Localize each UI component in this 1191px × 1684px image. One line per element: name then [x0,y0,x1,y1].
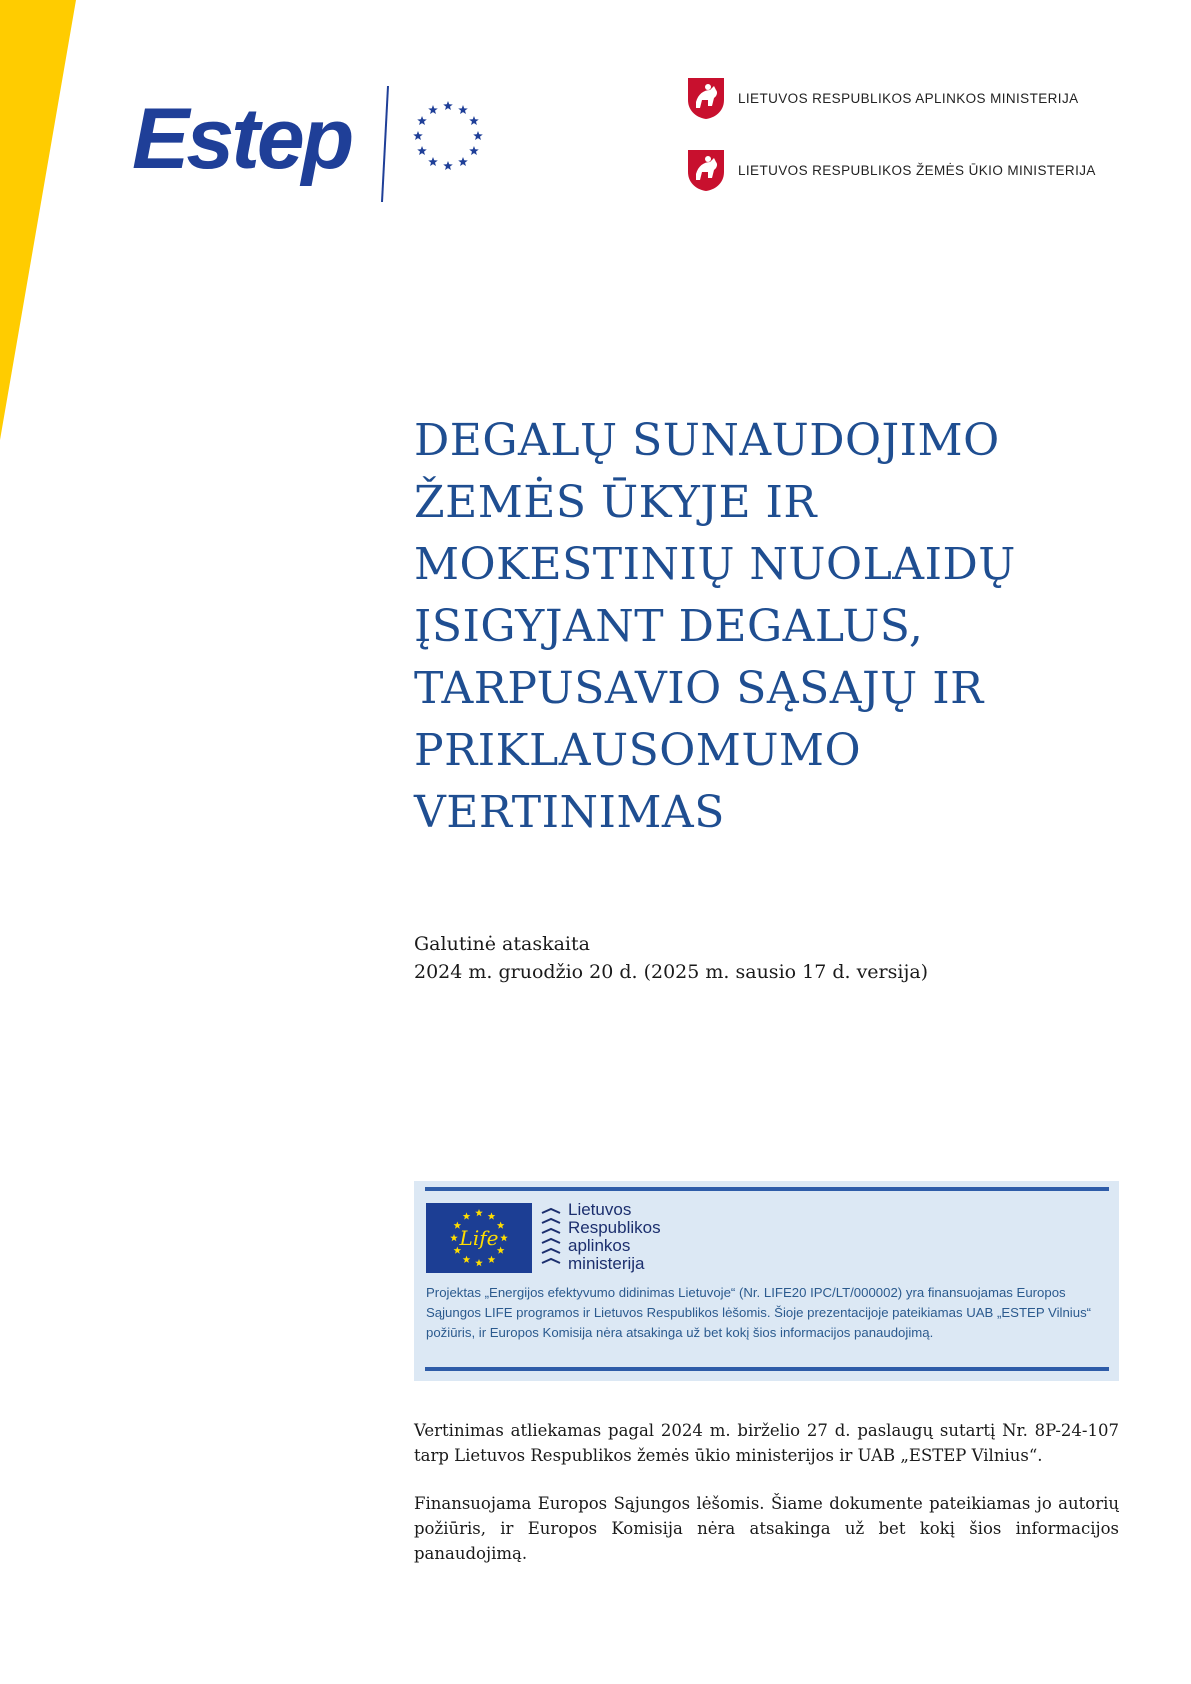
document-title [414,410,1094,844]
star-icon [413,131,423,140]
yellow-corner-strip [0,0,80,440]
report-type: Galutinė ataskaita [414,933,590,955]
ministry-environment [686,76,1079,120]
star-icon [428,157,438,166]
life-funding-box [414,1181,1119,1381]
divider-top [425,1187,1109,1191]
life-disclaimer: Projektas „Energijos efektyvumo didinimas Lietuvoje“ (Nr. LIFE20 IPC/LT/000002) yra finansuojamas Europos Sąjungos LIFE programos ir Lietuvos Respublikos lėšomis. Šioje prezentacijoje pateikiamas UAB „ESTEP Vilnius“ požiūris, ir Europos Komisija nėra atsakinga už bet kokį šios informacijos panaudojimą. [426,1285,1092,1340]
title-line: ĮSIGYJANT DEGALUS, [414,601,924,652]
ministry-logo-line: Respublikos [568,1218,661,1237]
title-line: PRIKLAUSOMUMO [414,725,862,776]
ministry-logo-line: Lietuvos [568,1200,632,1219]
star-icon [473,131,483,140]
coat-of-arms-icon [686,76,726,120]
title-line: TARPUSAVIO SĄSAJŲ IR [414,663,984,714]
ministry-logo-line: ministerija [568,1254,645,1273]
ministry-name: LIETUVOS RESPUBLIKOS APLINKOS MINISTERIJA [738,90,1079,106]
title-line: DEGALŲ SUNAUDOJIMO [414,415,1000,466]
star-icon [469,146,479,155]
ministry-logo-text [568,1201,661,1273]
star-icon [458,105,468,114]
estep-logo-text: Estep [132,91,352,187]
divider-bottom [425,1367,1109,1371]
ministry-mark-icon [540,1207,562,1269]
ministry-agriculture [686,148,1096,192]
report-subtitle [414,930,1094,986]
eu-stars-icon [408,96,488,176]
star-icon [443,101,453,110]
coat-of-arms-icon [686,148,726,192]
star-icon [428,105,438,114]
ministry-name: LIETUVOS RESPUBLIKOS ŽEMĖS ŪKIO MINISTERIJA [738,162,1096,178]
eu-life-flag [426,1203,532,1273]
title-line: VERTINIMAS [414,787,725,838]
star-icon [469,116,479,125]
star-icon [417,116,427,125]
title-line: ŽEMĖS ŪKYJE IR [414,477,818,528]
star-icon [443,161,453,170]
eu-life-logo-icon [426,1203,532,1273]
estep-logo [132,84,502,204]
star-icon [458,157,468,166]
title-line: MOKESTINIŲ NUOLAIDŲ [414,539,1016,590]
ministry-logo-line: aplinkos [568,1236,631,1255]
contract-text: Vertinimas atliekamas pagal 2024 m. birželio 27 d. paslaugų sutartį Nr. 8P-24-107 tarp Lietuvos Respublikos žemės ūkio ministerijos ir UAB „ESTEP Vilnius“. [414,1421,1119,1465]
funding-disclaimer: Finansuojama Europos Sąjungos lėšomis. Šiame dokumente pateikiamas jo autorių požiūris, ir Europos Komisija nėra atsakinga už bet kokį šios informacijos panaudojimą. [414,1494,1119,1563]
report-date: 2024 m. gruodžio 20 d. (2025 m. sausio 17 d. versija) [414,961,929,983]
star-icon [417,146,427,155]
life-logo-text: Life [459,1226,499,1250]
logo-divider [380,84,390,204]
